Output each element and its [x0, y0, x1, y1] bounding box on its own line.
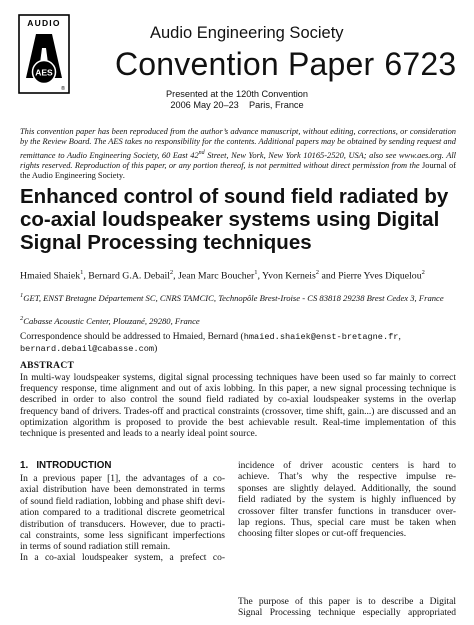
intro-right-paragraph-1: [238, 461, 456, 541]
abstract-heading: ABSTRACT: [20, 361, 75, 371]
section-heading-introduction: 1. INTRODUCTION: [20, 460, 112, 471]
author-separator: ,: [257, 270, 263, 282]
presented-info: [0, 89, 474, 111]
email-link-2[interactable]: bernard.debail@cabasse.com: [20, 344, 155, 354]
logo-registered-mark: ®: [60, 86, 66, 92]
logo-aes-text: AES: [35, 67, 53, 78]
disclaimer-part2: Street, New York, New York 10165-2520, USA; also see www.aes.org. All rights reserved. Reproduction of this paper, or any portion thereof, is not permitted without direct permission from the: [20, 150, 456, 170]
aes-logo: [18, 14, 70, 94]
text-line: of sound field radiation, lobbing and phase shift devi-: [20, 496, 225, 507]
author-list: [20, 269, 456, 281]
paper-number: 6723: [384, 46, 457, 82]
text-line: sponses are slightly delayed. Additionally, the sound: [238, 483, 456, 494]
affiliation-text: GET, ENST Bretagne Département SC, CNRS TAMCIC, Technopôle Brest-Iroise - CS 83818 29238 Brest Cedex 3, France: [23, 292, 444, 303]
author-affiliation-mark: 1: [254, 269, 258, 276]
society-name: Audio Engineering Society: [150, 24, 344, 42]
title-line: Enhanced control of sound field radiated by: [20, 185, 449, 208]
email-link-1[interactable]: hmaied.shaiek@enst-bretagne.fr: [243, 332, 399, 342]
affiliation-mark: 1: [20, 292, 24, 299]
affiliation-2: [20, 313, 460, 327]
text-line: distribution of transducers. However, due to practi-: [20, 519, 225, 530]
author-name: Bernard G.A. Debail: [88, 270, 170, 282]
author-name: Yvon Kerneis: [262, 270, 316, 282]
text-line: In a previous paper [1], the advantages of a co-: [20, 474, 225, 484]
date-place: 2006 May 20–23 Paris, France: [170, 100, 304, 110]
correspondence: [20, 331, 460, 355]
disclaimer-part1: This convention paper has been reproduced from the author’s advance manuscript, without editing, corrections, or consideration by the Review Board. The AES takes no responsibility for the contents. Additional papers may be obtained by sending request and remittance to Audio Engineering Society, 60 East 42: [20, 127, 456, 160]
title-line: Signal Processing techniques: [20, 231, 312, 254]
text-line: lap regions. Thus, special care must be taken when: [238, 518, 456, 529]
logo-audio-text: AUDIO: [27, 18, 61, 28]
text-line: Signal Processing technique especially appropriated: [238, 608, 456, 619]
abstract-body: In multi-way loudspeaker systems, digital signal processing techniques have been used so far mainly to correct frequency response, time alignment and out of axis lobbing. In this paper, a new signal processing technique is described in order to also control the sound field radiated by co-axial loudspeaker systems in the overlap frequency band of drivers. Trades-off and practical constraints (crossover, time shift, gain...) are discussed and an optimization algorithm is proposed to provide the best achievable result. Real-time implementation of this technique is presented and leads to a nearly ideal point source.: [20, 373, 456, 440]
disclaimer-sup: nd: [198, 149, 205, 156]
journal-name: Journal of the Audio Engineering Society: [20, 160, 456, 180]
affiliation-text: Cabasse Acoustic Center, Plouzané, 29280, France: [23, 315, 200, 326]
title-line: co-axial loudspeaker systems using Digital: [20, 208, 440, 231]
text-line: choosing filter slopes or cut-off frequencies.: [238, 529, 407, 540]
intro-left-paragraph-1: [20, 474, 225, 554]
author-affiliation-mark: 2: [315, 269, 320, 276]
paper-title: [20, 185, 456, 254]
text-line: in terms of sound radiation still remain.: [20, 542, 171, 553]
author-separator: and: [319, 270, 339, 282]
text-line: The purpose of this paper is to describe a Digital: [238, 597, 456, 607]
text-line: achieve. That’s why the respective impulse re-: [238, 472, 456, 483]
disclaimer-end: .: [123, 170, 126, 180]
author-separator: ,: [173, 270, 179, 282]
text-line: In a co-axial loudspeaker system, a prefect co-: [20, 553, 225, 563]
author-affiliation-mark: 1: [80, 269, 84, 276]
presented-at: Presented at the 120th Convention: [166, 89, 308, 99]
correspondence-text: Correspondence should be addressed to Hmaied, Bernard (: [20, 332, 244, 342]
affiliation-1: [20, 290, 460, 304]
text-line: ation compared to a traditional discrete geometrical: [20, 508, 225, 519]
text-line: cal constraints, some less significant imperfections: [20, 531, 225, 542]
intro-left-paragraph-2: [20, 553, 225, 564]
author-affiliation-mark: 2: [169, 269, 174, 276]
email-separator: ,: [398, 332, 401, 342]
intro-right-paragraph-2: [238, 597, 456, 620]
text-line: field radiated by the system is highly influenced by: [238, 495, 456, 506]
disclaimer: [20, 127, 456, 181]
author-name: Pierre Yves Diquelou: [338, 270, 422, 282]
affiliation-mark: 2: [20, 315, 24, 322]
text-line: incidence of driver acoustic centers is hard to: [238, 461, 456, 471]
author-affiliation-mark: 2: [421, 269, 425, 276]
author-separator: ,: [83, 270, 89, 282]
text-line: axial distribution have been demonstrated in terms: [20, 485, 225, 496]
convention-label: Convention Paper: [115, 46, 375, 82]
text-line: crossover filter transfer functions in transducer over-: [238, 506, 456, 517]
author-name: Hmaied Shaiek: [20, 270, 81, 282]
convention-paper-title: [115, 46, 456, 83]
correspondence-end: ): [154, 344, 158, 354]
author-name: Jean Marc Boucher: [178, 270, 255, 282]
